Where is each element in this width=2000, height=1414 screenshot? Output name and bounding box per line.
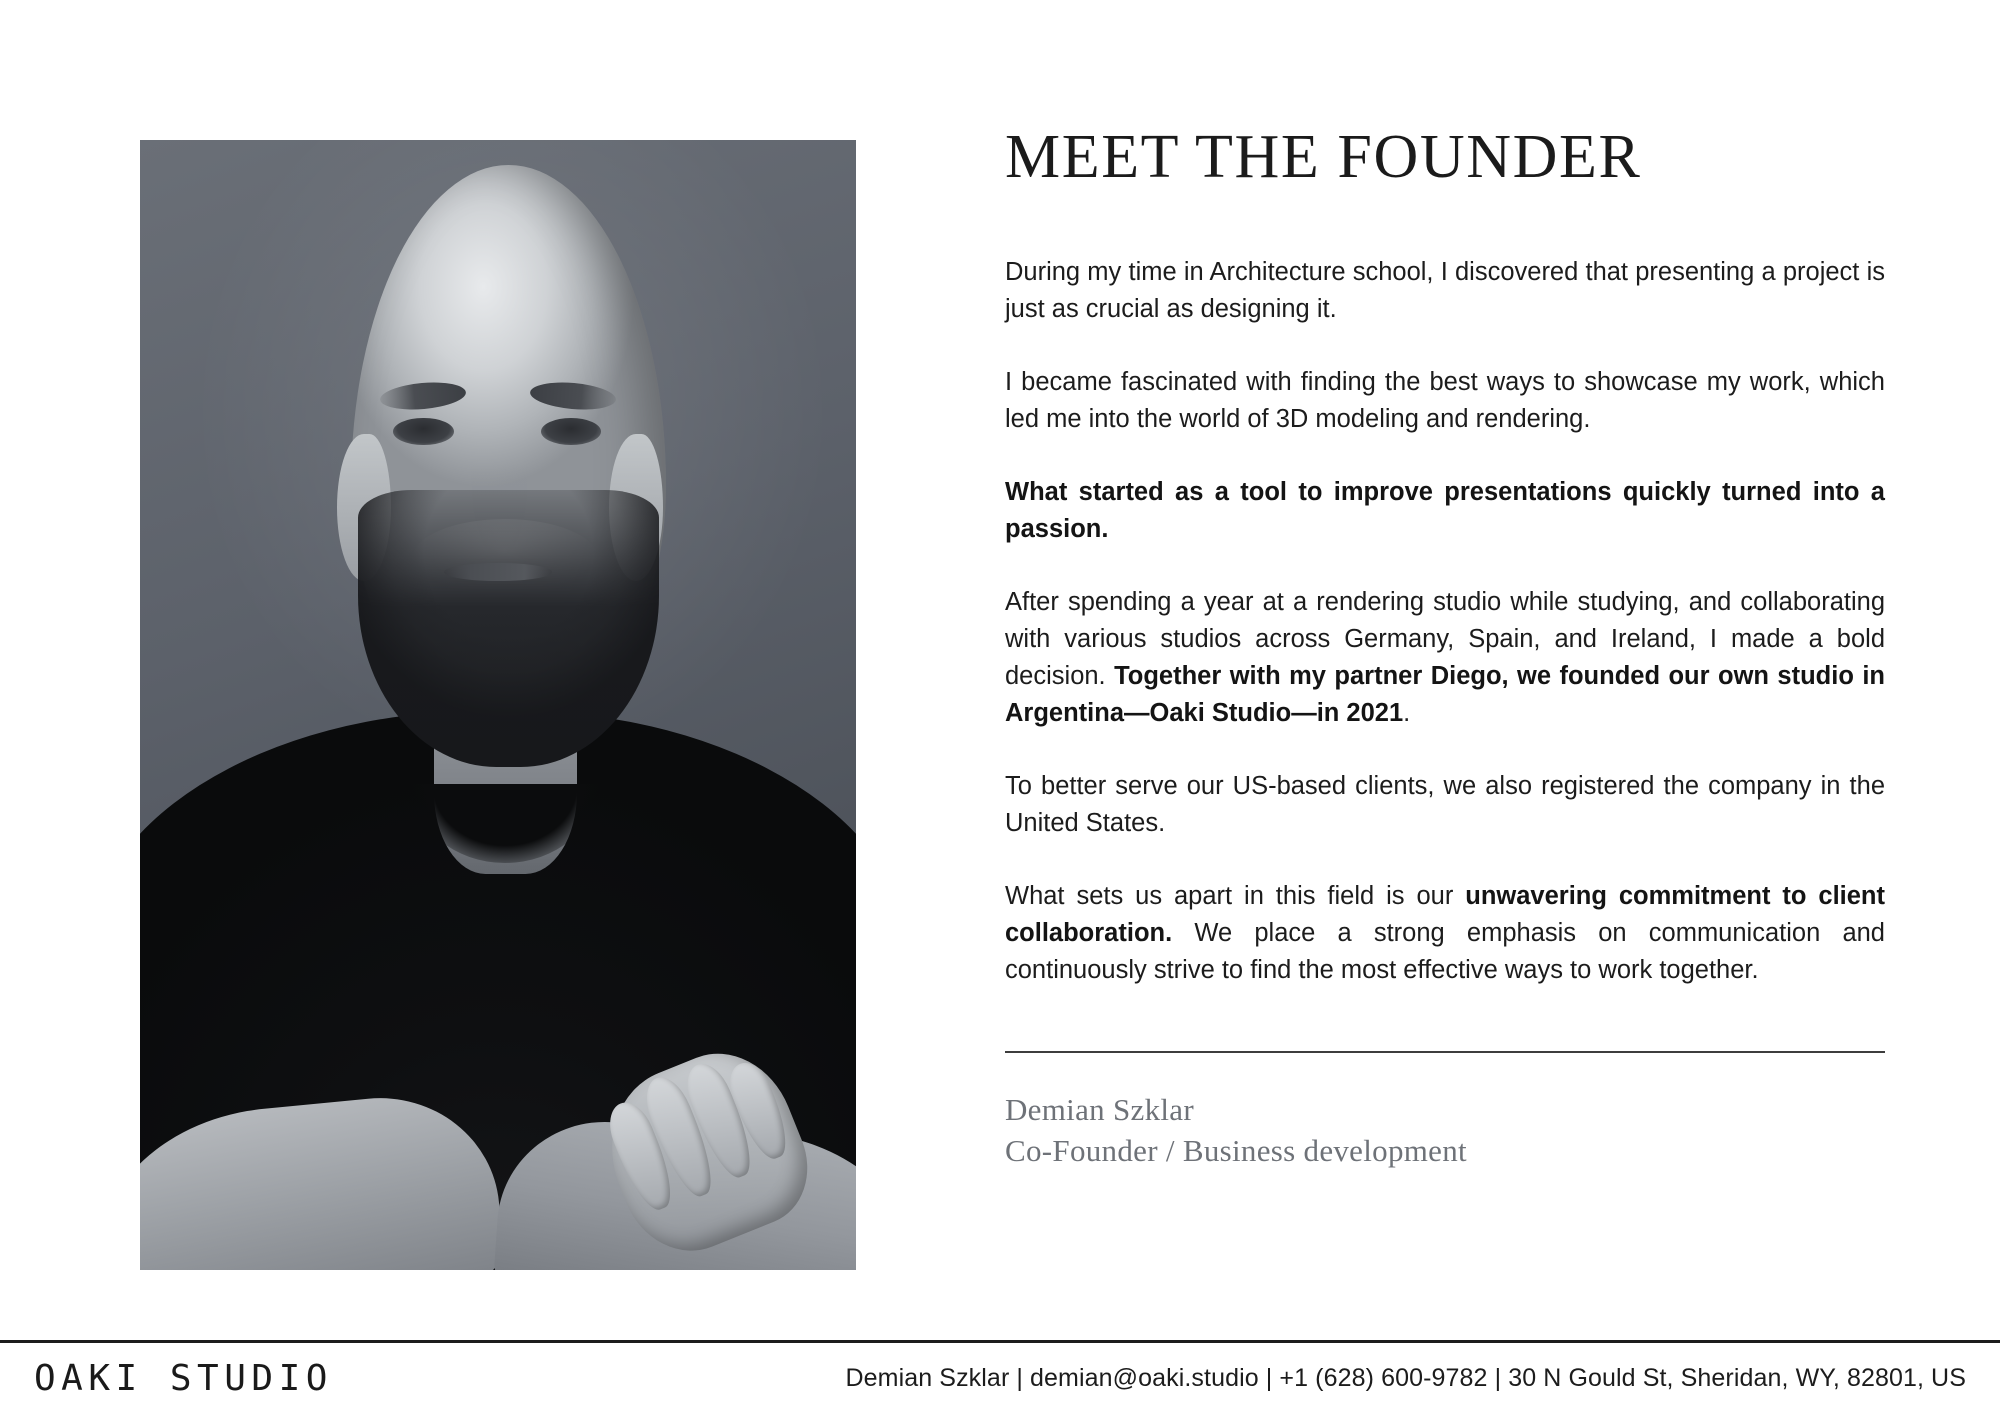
- bio-paragraph: [1005, 254, 1885, 328]
- footer-contact-info: Demian Szklar | demian@oaki.studio | +1 (628) 600-9782 | 30 N Gould St, Sheridan, WY, 82801, US: [845, 1364, 1966, 1392]
- founder-content-column: [1005, 123, 1885, 1171]
- page-title: MEET THE FOUNDER: [1005, 123, 1642, 191]
- bio-run: What sets us apart in this field is our: [1005, 881, 1466, 910]
- bio-emphasis: unwavering commitment to client collaboration.: [1005, 881, 1885, 947]
- bio-emphasis: What started as a tool to improve presentations quickly turned into a passion.: [1005, 477, 1885, 543]
- bio-run: To better serve our US-based clients, we also registered the company in the United States.: [1005, 771, 1885, 837]
- bio-run: .: [1403, 698, 1411, 727]
- portrait-eye-right: [541, 418, 601, 445]
- bio-paragraph: [1005, 584, 1885, 732]
- bio-run: I became fascinated with finding the best ways to showcase my work, which led me into the world of 3D modeling and rendering.: [1005, 367, 1885, 433]
- brand-logo-text: OAKI STUDIO: [34, 1358, 333, 1399]
- page-footer: [0, 1343, 2000, 1414]
- bio-run: During my time in Architecture school, I discovered that presenting a project is just as crucial as designing it.: [1005, 258, 1885, 323]
- signature-divider: [1005, 1051, 1885, 1053]
- portrait-mouth: [444, 563, 551, 581]
- founder-portrait-photo: [140, 140, 856, 1270]
- portrait-image: [140, 140, 856, 1270]
- signature-role: Co-Founder / Business development: [1005, 1132, 1467, 1168]
- portrait-eye-left: [393, 418, 453, 445]
- bio-paragraph: [1005, 364, 1885, 438]
- bio-run: After spending a year at a rendering studio while studying, and collaborating with various studios across Germany, Spain, and Ireland, I made a bold decision.: [1005, 587, 1885, 690]
- bio-paragraph: [1005, 768, 1885, 842]
- bio-paragraph: [1005, 878, 1885, 989]
- signature-name: Demian Szklar: [1005, 1091, 1194, 1127]
- bio-paragraph: [1005, 474, 1885, 548]
- bio-run: We place a strong emphasis on communication and continuously strive to find the most effective ways to work together.: [1005, 918, 1885, 984]
- founder-bio-text: [1005, 254, 1885, 989]
- signature-block: [1005, 1089, 1885, 1171]
- bio-emphasis: Together with my partner Diego, we founded our own studio in Argentina—Oaki Studio—in 2021: [1005, 661, 1885, 727]
